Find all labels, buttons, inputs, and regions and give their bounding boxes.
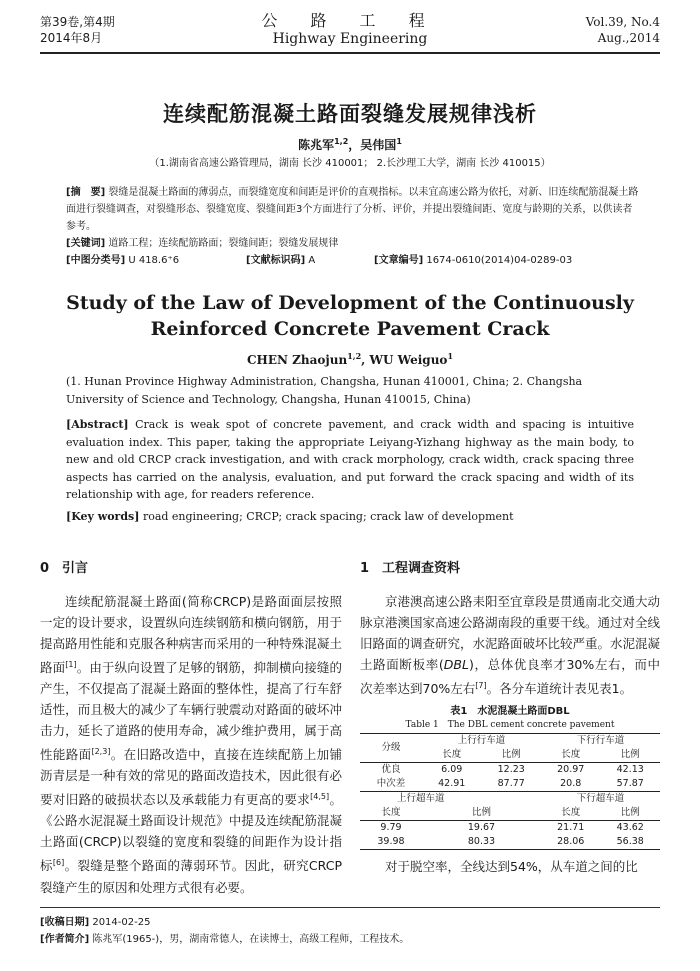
keywords-en-label: [Key words]: [66, 509, 140, 523]
table-cell: 39.98: [377, 836, 405, 848]
section-heading: 1 工程调查资料: [360, 561, 461, 576]
footnote: [40, 907, 660, 948]
table-row: [360, 763, 660, 778]
table-cell: 21.71: [557, 822, 585, 834]
abstract-cn-label: [摘 要]: [66, 187, 106, 198]
author-affil-mark: 1,2: [334, 137, 349, 146]
table-caption-cn: 表1 水泥混凝土路面DBL: [450, 706, 570, 718]
citation: [4,5]: [310, 792, 330, 802]
volume-en: Vol.39, No.4: [585, 15, 660, 29]
clc-value: U 418.6⁺6: [128, 255, 180, 266]
right-column: [360, 558, 660, 877]
table-cell: 42.13: [616, 764, 644, 776]
table-cell: 42.91: [438, 778, 466, 790]
abstract-cn: [66, 184, 640, 269]
doc-code-value: A: [308, 255, 316, 266]
table-cell: 20.8: [560, 778, 582, 790]
author-name: 吴伟国: [360, 138, 397, 152]
table-cell: 87.77: [497, 778, 525, 790]
table-cell: 9.79: [380, 822, 402, 834]
date-cn: 2014年8月: [40, 31, 103, 45]
received-label: [收稿日期]: [40, 917, 90, 928]
table-header-row: [360, 734, 660, 749]
keywords-cn-text: 道路工程；连续配筋路面；裂缝间距；裂缝发展规律: [108, 238, 339, 249]
keywords-en: [66, 508, 634, 526]
table-cell: 6.09: [441, 764, 463, 776]
authors-cn: [0, 136, 700, 153]
table-header-cell: 上行超车道: [396, 793, 445, 805]
authors-en: [0, 351, 700, 367]
table-header-cell: 分级: [360, 734, 422, 763]
keywords-en-text: road engineering; CRCP; crack spacing; crack law of development: [142, 509, 514, 523]
received-value: 2014-02-25: [92, 917, 151, 928]
citation: [2,3]: [91, 747, 111, 757]
date-en: Aug.,2014: [597, 31, 660, 45]
table-header-row: [360, 806, 660, 821]
table-header-cell: 比例: [501, 749, 521, 761]
abstract-en-text: Crack is weak spot of concrete pavement, and crack width and spacing is intuitive evaluation index. This paper, taking the appropriate Leiyang-Yizhang highway as the main body, to new and old CRCP crack investigation, and with crack morphology, crack width, crack spacing three aspects has carried on the analysis, evaluation, and put forward the crack spacing and width of its relationship with age, for readers reference.: [66, 418, 634, 501]
void-rate-paragraph: 对于脱空率，全线达到54%，从车道之间的比: [385, 859, 638, 875]
citation: [6]: [52, 858, 65, 868]
header-right: [586, 14, 660, 46]
table-cell: 80.33: [467, 836, 496, 848]
keywords-cn: [66, 235, 640, 252]
table-cell: 中次差: [376, 778, 406, 790]
table-header-cell: 下行超车道: [576, 793, 625, 805]
abstract-cn-text: 裂缝是混凝土路面的薄弱点，而裂缝宽度和间距是评价的直观指标。以耒宜高速公路为依托，对新、旧连续配筋混凝土路面进行裂缝调查，对裂缝形态、裂缝宽度、裂缝间距3个方面进行了分析、评价，并提出裂缝间距、宽度与龄期的关系，以供读者参考。: [66, 187, 639, 232]
author-name: CHEN Zhaojun: [246, 353, 348, 367]
volume-cn: 第39卷,第4期: [40, 15, 115, 29]
table-header-cell: 比例: [620, 807, 640, 819]
affiliation-cn: （1.湖南省高速公路管理局，湖南 长沙 410001； 2.长沙理工大学，湖南 长沙 410015）: [149, 158, 551, 169]
article-no-value: 1674-0610(2014)04-0289-03: [426, 255, 573, 266]
abstract-en: [66, 416, 634, 525]
table-cell: 19.67: [467, 822, 496, 834]
left-column: [40, 558, 342, 898]
author-affil-mark: 1,2: [347, 351, 362, 361]
table-header-cell: 比例: [471, 807, 491, 819]
clc-label: [中图分类号]: [66, 255, 126, 266]
table-header-cell: 长度: [442, 749, 462, 761]
table-cell: 优良: [381, 764, 401, 776]
running-header: [40, 12, 660, 54]
citation: [7]: [475, 681, 487, 690]
keywords-cn-label: [关键词]: [66, 238, 106, 249]
table-cell: 28.06: [557, 836, 585, 848]
table-cell: 20.97: [557, 764, 585, 776]
abstract-en-body: [66, 416, 634, 504]
table-header-cell: 长度: [381, 807, 401, 819]
table-cell: 57.87: [616, 778, 644, 790]
table-header-cell: 长度: [561, 807, 581, 819]
header-center: [40, 12, 660, 48]
author-name: 陈兆军: [298, 138, 335, 152]
section-heading: 0 引言: [40, 561, 89, 576]
author-bio: [40, 931, 660, 948]
journal-name-cn: 公 路 工 程: [261, 11, 439, 30]
author-bio-label: [作者简介]: [40, 934, 90, 945]
author-affil-mark: 1: [447, 351, 454, 361]
table-row: [360, 835, 660, 850]
title-en: Study of the Law of Development of the Continuously Reinforced Concrete Pavement Crack: [66, 292, 634, 340]
table-header-cell: 比例: [620, 749, 640, 761]
intro-paragraph: 连续配筋混凝土路面(简称CRCP)是路面面层按照一定的设计要求，设置纵向连续钢筋和横向钢筋，用于提高路用性能和克服各种病害而采用的一种特殊混凝土路面[1]。由于纵向设置了足够的钢筋，抑制横向接缝的产生，不仅提高了混凝土路面的整体性，提高了行车舒适性，而且极大的减少了车辆行驶震动对路面的破坏冲击力，延长了道路的使用寿命，减少维护费用，属于高性能路面[2,3]。在旧路改造中，直接在连续配筋上加铺沥青层是一种有效的常见的路面改造技术，因此很有必要对旧路的破损状态以及承载能力有更高的要求[4,5]。《公路水泥混凝土路面设计规范》中提及连续配筋混凝土路面(CRCP)以裂缝的宽度和裂缝的间距作为设计指标[6]。裂缝是整个路面的薄弱环节。因此，研究CRCP裂缝产生的原因和处理方式很有必要。: [40, 594, 342, 895]
table-header-cell: 上行行车道: [457, 735, 506, 747]
table-caption-en: Table 1 The DBL cement concrete pavement: [405, 720, 615, 731]
table-header-cell: 下行行车道: [576, 735, 625, 747]
author-bio-text: 陈兆军(1965-)，男，湖南常德人，在读博士，高级工程师，工程技术。: [92, 934, 410, 945]
author-affil-mark: 1: [396, 137, 402, 146]
table-row: [360, 777, 660, 792]
journal-name-en: Highway Engineering: [272, 31, 428, 47]
classification-row: [66, 252, 640, 269]
survey-paragraph: 京港澳高速公路耒阳至宜章段是贯通南北交通大动脉京港澳国家高速公路湖南段的重要干线。通过对全线旧路面的调查研究，水泥路面破坏比较严重。水泥混凝土路面断板率(DBL)，总体优良率才30%左右，而中次差率达到70%左右[7]。各分车道统计表见表1。: [360, 594, 661, 697]
table-cell: 43.62: [616, 822, 644, 834]
table-cell: 56.38: [616, 836, 644, 848]
author-name: WU Weiguo: [369, 353, 448, 367]
received-date: [40, 914, 660, 931]
table-row: [360, 821, 660, 836]
affiliation-en: (1. Hunan Province Highway Administration, Changsha, Hunan 410001, China; 2. Changsha University of Science and Technology, Changsha, Hunan 410015, China): [66, 375, 583, 406]
title-cn: 连续配筋混凝土路面裂缝发展规律浅析: [163, 102, 537, 126]
table-cell: 12.23: [497, 764, 525, 776]
article-no-label: [文章编号]: [374, 255, 424, 266]
table-header-cell: 长度: [561, 749, 581, 761]
abstract-cn-body: [66, 184, 640, 235]
dbl-term: DBL: [443, 657, 469, 672]
author-separator: ，: [348, 138, 361, 152]
table-header-row: [360, 792, 660, 807]
author-separator: ,: [361, 353, 370, 367]
abstract-en-label: [Abstract]: [66, 418, 129, 431]
doc-code-label: [文献标识码]: [246, 255, 306, 266]
dbl-table: [360, 733, 660, 850]
citation: [1]: [65, 660, 77, 669]
